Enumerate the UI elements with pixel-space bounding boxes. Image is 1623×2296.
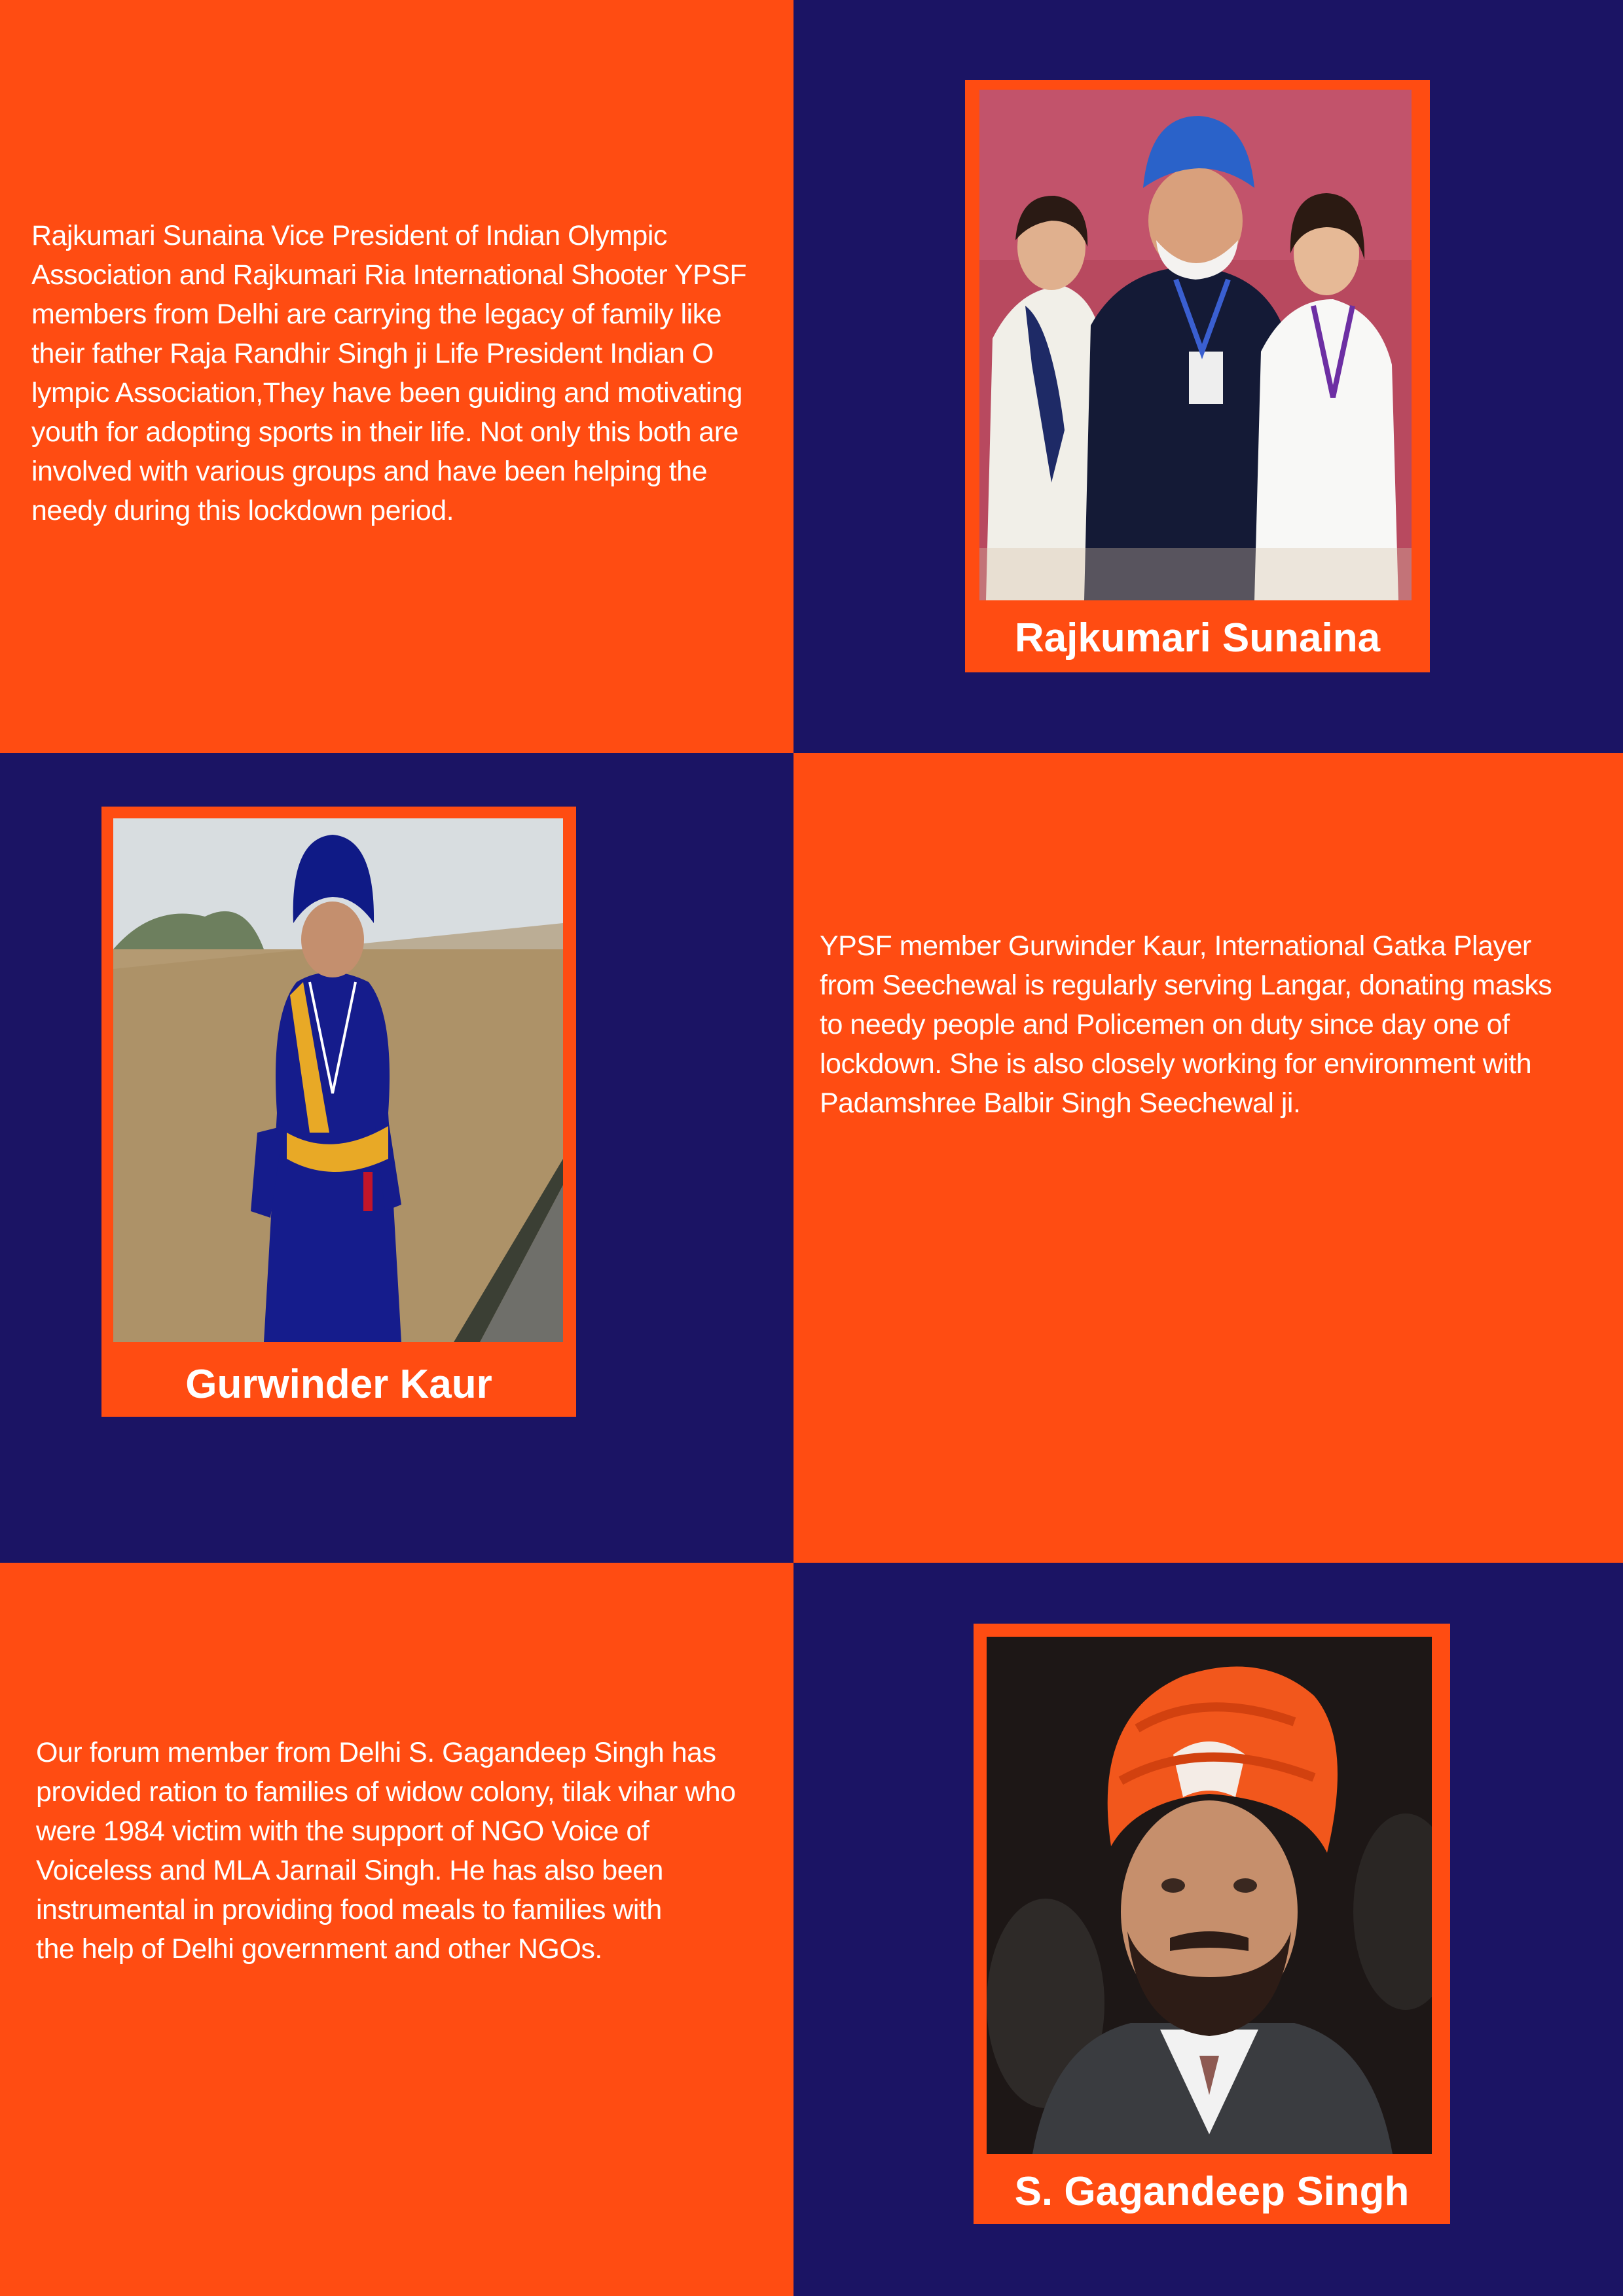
- caption-gagandeep-singh: S. Gagandeep Singh: [1014, 2168, 1410, 2214]
- profile-card-gagandeep-singh: [974, 1624, 1450, 2224]
- section-3-photo-panel: [793, 1563, 1623, 2296]
- photo-rajkumari-sunaina: [979, 90, 1412, 600]
- story-gurwinder-kaur: YPSF member Gurwinder Kaur, International Gatka Player from Seechewal is regularly serving Langar, donating masks to needy people and Policemen on duty since day one of lockdown. She is also closely working for environment with Padamshree Balbir Singh Seechewal ji.: [820, 930, 1552, 1119]
- section-3-text-panel: [0, 1563, 793, 2296]
- section-1-text-panel: [0, 0, 793, 753]
- section-1-photo-panel: [793, 0, 1623, 753]
- photo-gurwinder-kaur: [113, 818, 563, 1342]
- story-gagandeep-singh: Our forum member from Delhi S. Gagandeep Singh has provided ration to families of widow colony, tilak vihar who were 1984 victim with the support of NGO Voice of Voiceless and MLA Jarnail Singh. He has also been instrumental in providing food meals to families with the help of Delhi government and other NGOs.: [36, 1737, 736, 1965]
- photo-gagandeep-singh: [987, 1637, 1432, 2154]
- profile-card-gurwinder-kaur: [101, 807, 576, 1417]
- profile-card-rajkumari-sunaina: [965, 80, 1430, 672]
- caption-rajkumari-sunaina: Rajkumari Sunaina: [1014, 615, 1381, 661]
- section-2-text-panel: [793, 753, 1623, 1563]
- section-2-photo-panel: [0, 753, 793, 1563]
- caption-gurwinder-kaur: Gurwinder Kaur: [185, 1361, 492, 1407]
- story-rajkumari-sunaina: Rajkumari Sunaina Vice President of Indian Olympic Association and Rajkumari Ria International Shooter YPSF members from Delhi are carrying the legacy of family like their father Raja Randhir Singh ji Life President Indian O lympic Association,They have been guiding and motivating youth for adopting sports in their life. Not only this both are involved with various groups and have been helping the needy during this lockdown period.: [31, 220, 747, 526]
